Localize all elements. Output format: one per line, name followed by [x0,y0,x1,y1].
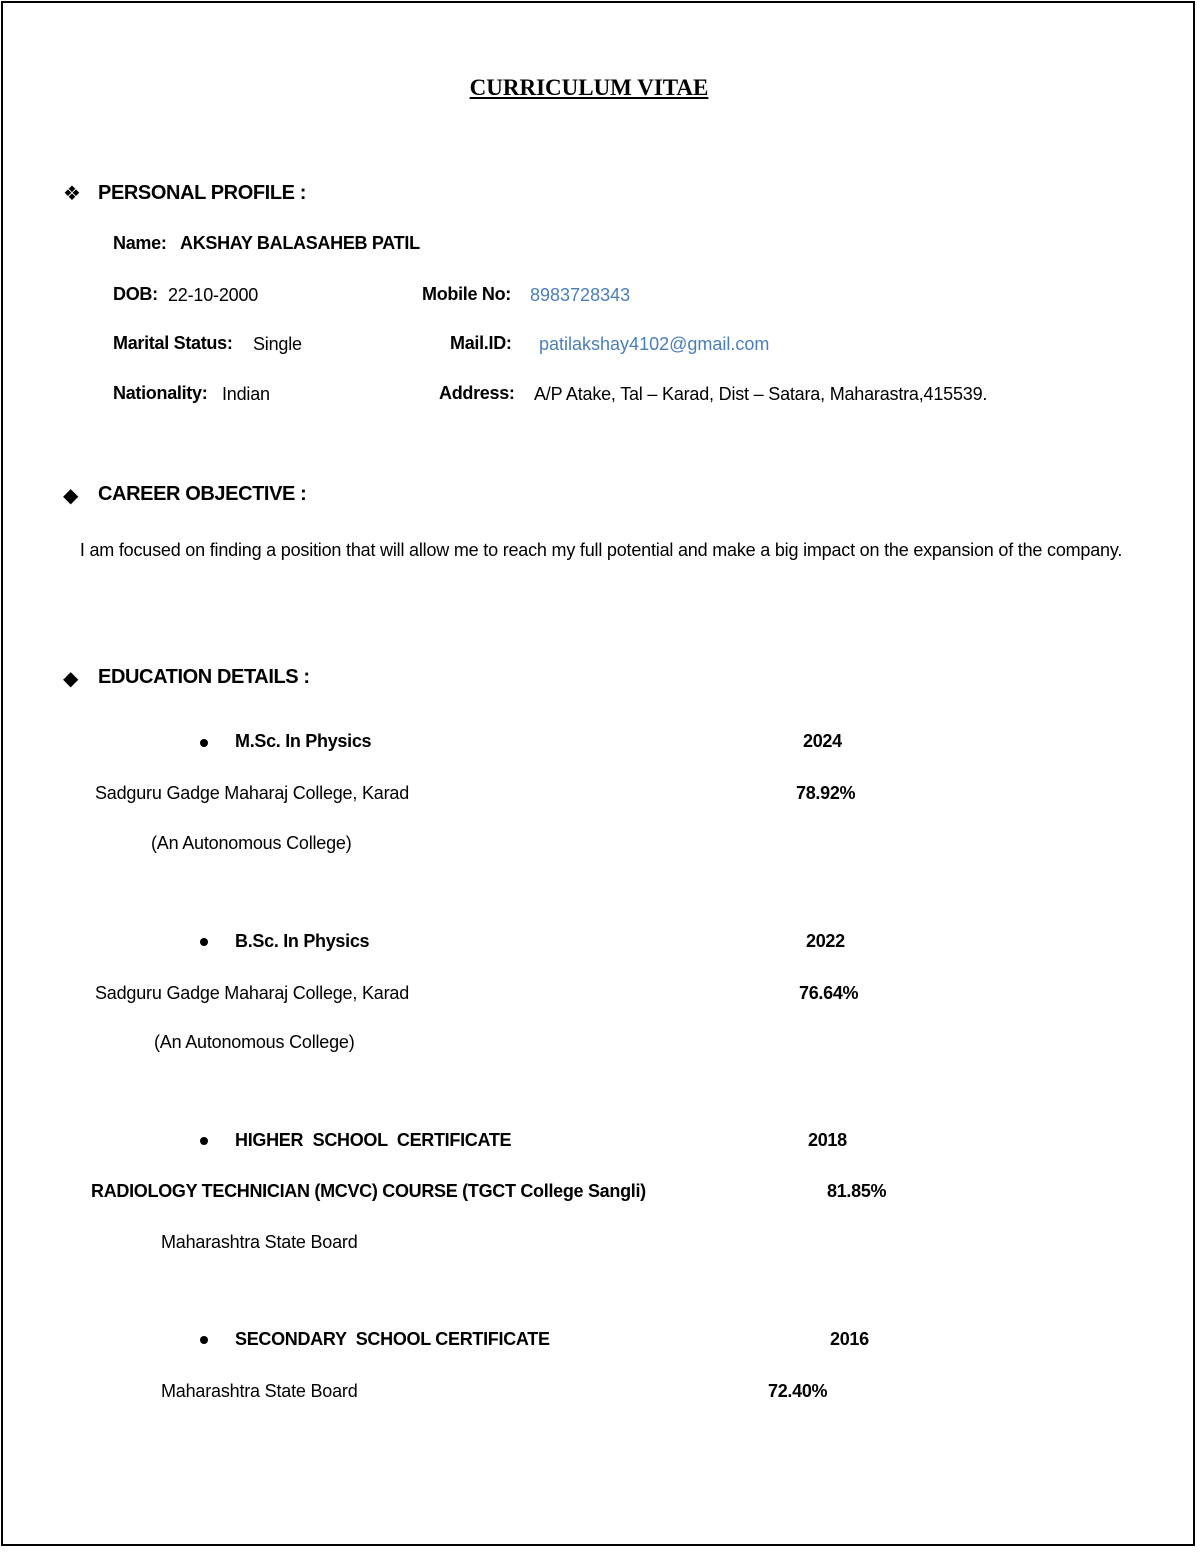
education-score: 76.64% [799,983,859,1003]
page-title: CURRICULUM VITAE [469,75,709,100]
education-institution: RADIOLOGY TECHNICIAN (MCVC) COURSE (TGCT College Sangli) [91,1181,646,1201]
bullet-icon [200,1336,208,1344]
education-year: 2024 [803,731,842,751]
address-label: Address: [439,383,515,403]
education-note: Maharashtra State Board [161,1381,358,1401]
diamond-icon: ◆ [63,485,79,507]
name-label: Name: [113,233,167,253]
education-degree: HIGHER SCHOOL CERTIFICATE [235,1130,512,1150]
marital-status-label: Marital Status: [113,333,233,353]
cv-page [1,1,1195,1546]
education-year: 2016 [830,1329,869,1349]
nationality-value: Indian [222,384,270,404]
name-value: AKSHAY BALASAHEB PATIL [180,233,420,253]
education-score: 78.92% [796,783,856,803]
dob-value: 22-10-2000 [168,285,259,305]
education-score: 81.85% [827,1181,887,1201]
dob-label: DOB: [113,284,158,304]
bullet-icon [200,1137,208,1145]
education-note: Maharashtra State Board [161,1232,358,1252]
bullet-icon [200,739,208,747]
nationality-label: Nationality: [113,383,208,403]
education-degree: M.Sc. In Physics [235,731,372,751]
marital-status-value: Single [253,334,302,354]
mobile-value[interactable]: 8983728343 [530,285,631,305]
education-year: 2022 [806,931,845,951]
address-value: A/P Atake, Tal – Karad, Dist – Satara, Maharastra,415539. [534,384,988,404]
education-degree: B.Sc. In Physics [235,931,370,951]
education-year: 2018 [808,1130,847,1150]
education-degree: SECONDARY SCHOOL CERTIFICATE [235,1329,550,1349]
personal-profile-heading: PERSONAL PROFILE : [98,182,307,204]
mail-id-value[interactable]: patilakshay4102@gmail.com [539,334,770,354]
education-score: 72.40% [768,1381,828,1401]
career-objective-text: I am focused on finding a position that will allow me to reach my full potential and make a big impact on the expansion of the company. [79,540,1123,560]
mobile-label: Mobile No: [422,284,511,304]
mail-id-label: Mail.ID: [450,333,512,353]
education-institution: Sadguru Gadge Maharaj College, Karad [95,983,410,1003]
education-note: (An Autonomous College) [154,1032,355,1052]
education-details-heading: EDUCATION DETAILS : [98,666,310,688]
diamond-flower-icon: ❖ [63,183,81,205]
education-institution: Sadguru Gadge Maharaj College, Karad [95,783,410,803]
career-objective-heading: CAREER OBJECTIVE : [98,483,307,505]
bullet-icon [200,938,208,946]
education-note: (An Autonomous College) [151,833,352,853]
diamond-icon: ◆ [63,668,79,690]
